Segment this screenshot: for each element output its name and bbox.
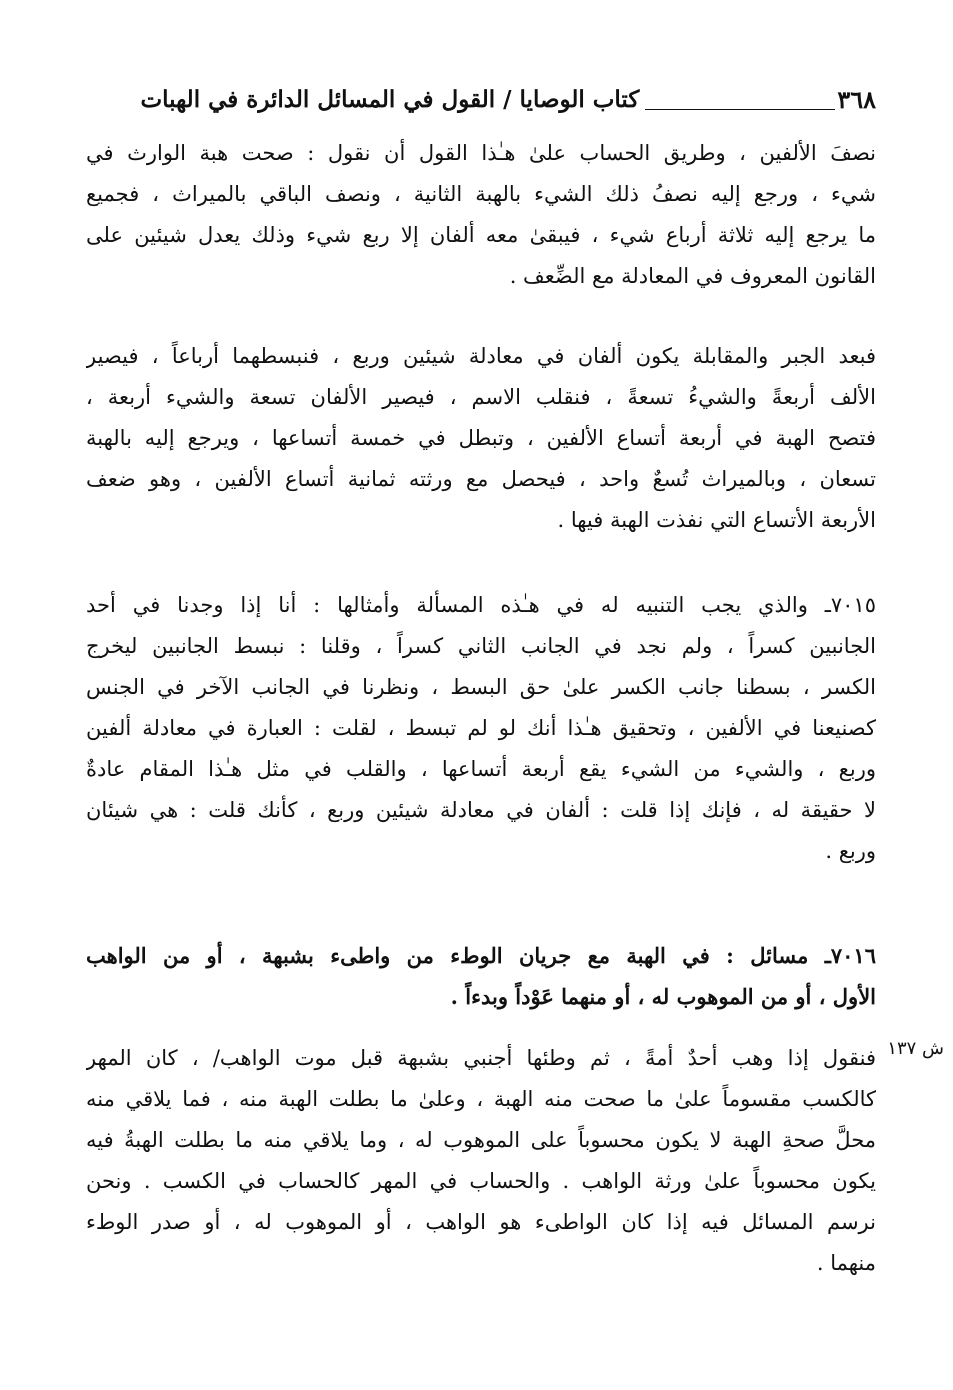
text-line: الأول ، أو من الموهوب له ، أو منهما عَوْداً وبدءاً . xyxy=(450,984,876,1009)
header-rule xyxy=(645,109,835,110)
running-header xyxy=(86,80,876,120)
text-line: تسعان ، وبالميراث تُسعٌ واحد ، فيحصل مع ورثته ثمانية أتساع الألفين ، وهو ضعف xyxy=(86,467,876,491)
text-line: منهما . xyxy=(816,1251,876,1275)
text-line: فبعد الجبر والمقابلة يكون ألفان في معادلة شيئين وربع ، فنبسطهما أرباعاً ، فيصير xyxy=(86,344,876,368)
section-heading-7016 xyxy=(86,935,876,1017)
text-line: كالكسب مقسوماً علىٰ ما صحت منه الهبة ، وعلىٰ ما بطلت الهبة منه ، فما يلاقي منه xyxy=(86,1087,876,1111)
text-line: وربع ، والشيء من الشيء يقع أربعة أتساعها ، والقلب في مثل هـٰذا المقام عادةٌ xyxy=(86,757,876,781)
text-line: فنقول إذا وهب أحدٌ أمةً ، ثم وطئها أجنبي بشبهة قبل موت الواهب/ ، كان المهر xyxy=(86,1046,876,1070)
paragraph-5 xyxy=(86,1038,876,1284)
text-line: ما يرجع إليه ثلاثة أرباع شيء ، فيبقىٰ معه ألفان إلا ربع شيء وذلك يعدل شيئين على xyxy=(86,223,876,247)
text-line: وربع . xyxy=(825,839,876,863)
running-title: كتاب الوصايا / القول في المسائل الدائرة في الهبات xyxy=(140,86,640,113)
paragraph-7015 xyxy=(86,585,876,872)
text-line: يكون محسوباً علىٰ ورثة الواهب . والحساب في المهر كالحساب في الكسب . ونحن xyxy=(86,1169,876,1193)
text-line: لا حقيقة له ، فإنك إذا قلت : ألفان في معادلة شيئين وربع ، كأنك قلت : هي شيئان xyxy=(86,798,876,822)
text-line: كصنيعنا في الألفين ، وتحقيق هـٰذا أنك لو لم تبسط ، لقلت : العبارة في معادلة ألفين xyxy=(86,716,876,740)
text-line: فتصح الهبة في أربعة أتساع الألفين ، وتبطل في خمسة أتساعها ، ويرجع إليه بالهبة xyxy=(86,426,876,450)
text-line: الجانبين كسراً ، ولم نجد في الجانب الثاني كسراً ، وقلنا : نبسط الجانبين ليخرج xyxy=(86,634,876,658)
paragraph-2 xyxy=(86,336,876,541)
text-line: الكسر ، بسطنا جانب الكسر علىٰ حق البسط ، ونظرنا في الجانب الآخر في الجنس xyxy=(86,675,876,699)
text-line: الأربعة الأتساع التي نفذت الهبة فيها . xyxy=(557,508,876,532)
text-line: شيء ، ورجع إليه نصفُ ذلك الشيء بالهبة الثانية ، ونصف الباقي بالميراث ، فجميع xyxy=(86,182,876,206)
text-line: القانون المعروف في المعادلة مع الضِّعف . xyxy=(509,264,876,288)
page-number: ٣٦٨ xyxy=(837,85,876,114)
text-line: الألف أربعةً والشيءُ تسعةً ، فنقلب الاسم ، فيصير الألفان تسعة والشيء أربعة ، xyxy=(86,385,876,409)
text-line: نصفَ الألفين ، وطريق الحساب علىٰ هـٰذا القول أن نقول : صحت هبة الوارث في xyxy=(86,141,876,165)
margin-note: ش ١٣٧ xyxy=(887,1038,944,1059)
text-line: نرسم المسائل فيه إذا كان الواطىء هو الواهب ، أو الموهوب له ، أو صدر الوطء xyxy=(86,1210,876,1234)
text-line: ٧٠١٥ـ والذي يجب التنبيه له في هـٰذه المسألة وأمثالها : أنا إذا وجدنا في أحد xyxy=(86,593,876,617)
text-line: محلَّ صحةِ الهبة لا يكون محسوباً على الموهوب له ، وما يلاقي منه ما بطلت الهبةُ فيه xyxy=(86,1128,876,1152)
text-line: ٧٠١٦ـ مسائل : في الهبة مع جريان الوطء من واطىء بشبهة ، أو من الواهب xyxy=(86,943,876,968)
paragraph-1 xyxy=(86,133,876,297)
